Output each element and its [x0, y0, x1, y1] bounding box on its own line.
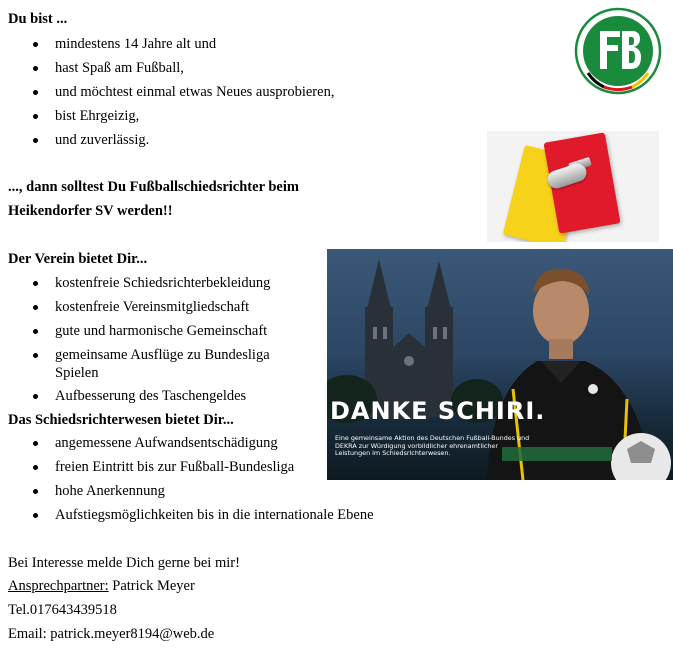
- list-item: freien Eintritt bis zur Fußball-Bundesliga: [0, 458, 374, 476]
- list-item: Aufstiegsmöglichkeiten bis in die internationale Ebene: [0, 506, 374, 524]
- list-item: hast Spaß am Fußball,: [0, 59, 334, 77]
- list-item-line: Spielen: [55, 365, 99, 381]
- list-item: bist Ehrgeizig,: [0, 107, 334, 125]
- list-item-line: gemeinsame Ausflüge zu Bundesliga: [55, 347, 270, 363]
- list-item: kostenfreie Schiedsrichterbekleidung: [0, 274, 270, 292]
- list-item: und möchtest einmal etwas Neues ausprobieren,: [0, 83, 334, 101]
- contact-interest: Bei Interesse melde Dich gerne bei mir!: [8, 555, 240, 571]
- list-item: hohe Anerkennung: [0, 482, 374, 500]
- list-item: kostenfreie Vereinsmitgliedschaft: [0, 298, 270, 316]
- schiri-list: [0, 434, 374, 524]
- callout-line-1: ..., dann solltest Du Fußballschiedsrichter beim: [8, 179, 299, 195]
- verein-heading: Der Verein bietet Dir...: [8, 251, 148, 267]
- list-item: gute und harmonische Gemeinschaft: [0, 322, 270, 340]
- verein-list-last: [0, 387, 246, 405]
- contact-partner: [8, 577, 195, 595]
- list-item: [0, 346, 270, 382]
- intro-heading: Du bist ...: [8, 11, 68, 27]
- dfb-logo-icon: [574, 7, 662, 95]
- schiri-heading: Das Schiedsrichterwesen bietet Dir...: [8, 412, 234, 428]
- callout-line-2: Heikendorfer SV werden!!: [8, 203, 173, 219]
- partner-label: Ansprechpartner:: [8, 578, 109, 594]
- contact-email: Email: patrick.meyer8194@web.de: [8, 626, 215, 642]
- list-item: Aufbesserung des Taschengeldes: [0, 387, 246, 405]
- verein-list: [0, 274, 270, 382]
- poster-title: DANKE SCHIRI.: [330, 397, 546, 425]
- list-item: mindestens 14 Jahre alt und: [0, 35, 334, 53]
- intro-list: [0, 35, 334, 149]
- list-item: angemessene Aufwandsentschädigung: [0, 434, 374, 452]
- partner-name: Patrick Meyer: [112, 578, 195, 594]
- poster-caption: Eine gemeinsame Aktion des Deutschen Fußball-Bundes und DEKRA zur Würdigung vorbildlicher ehrenamtlicher Leistungen im Schiedsrichterwesen.: [335, 434, 530, 458]
- list-item: und zuverlässig.: [0, 131, 334, 149]
- referee-cards-image: [487, 131, 659, 242]
- contact-phone: Tel.017643439518: [8, 602, 117, 618]
- danke-schiri-poster: [327, 249, 673, 480]
